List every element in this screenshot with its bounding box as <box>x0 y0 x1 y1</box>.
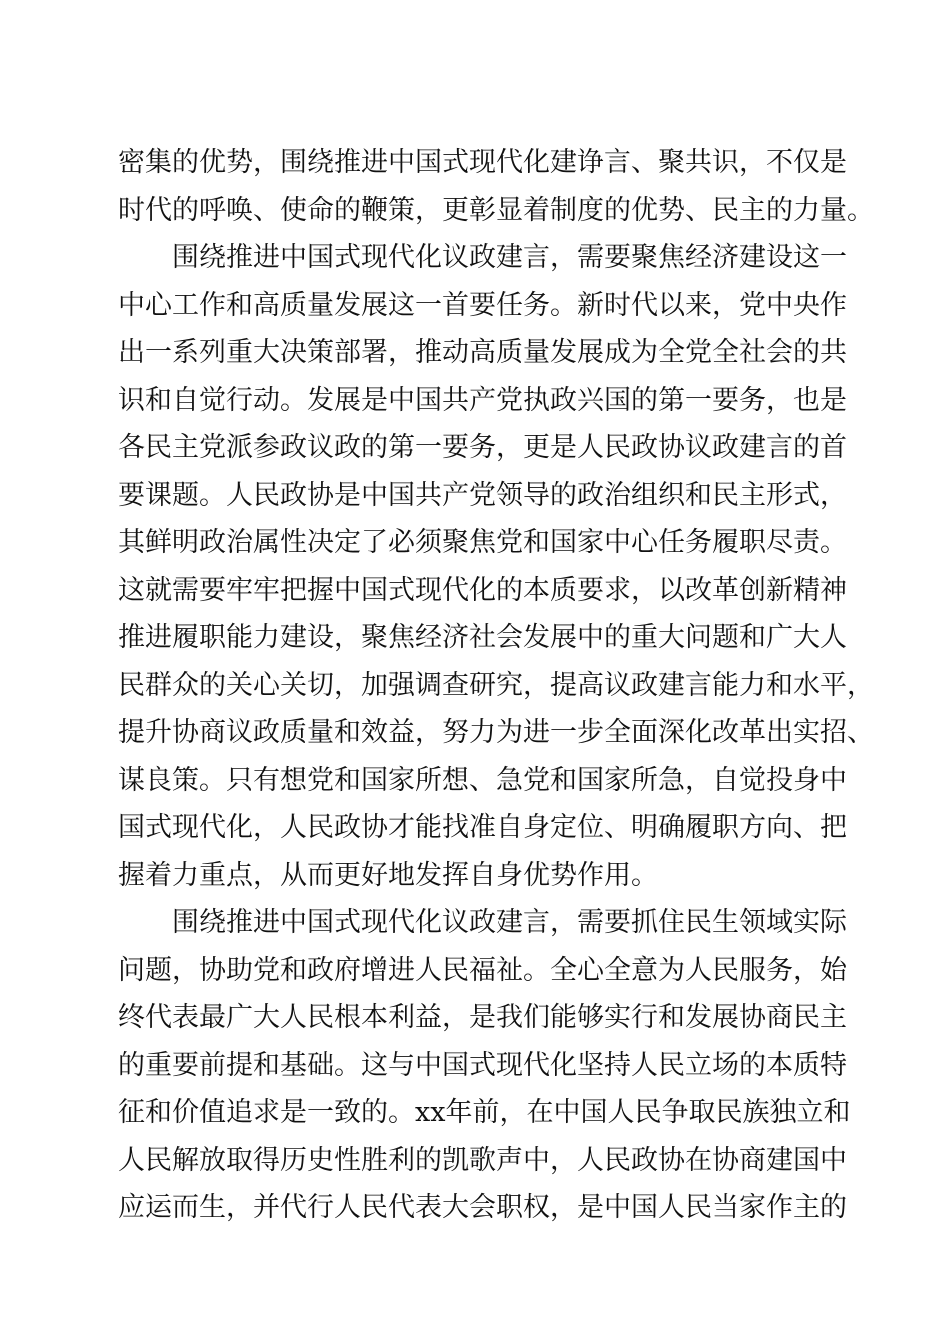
paragraph-1-line-2: 时代的呼唤、使命的鞭策，更彰显着制度的优势、民主的力量。 <box>118 194 874 226</box>
paragraph-2-line-11: 提升协商议政质量和效益，努力为进一步全面深化改革出实招、 <box>118 717 874 748</box>
paragraph-2-line-1: 围绕推进中国式现代化议政建言，需要聚焦经济建设这一 <box>172 242 847 273</box>
paragraph-2-line-7: 其鲜明政治属性决定了必须聚焦党和国家中心任务履职尽责。 <box>118 527 847 558</box>
paragraph-2-line-9: 推进履职能力建设，聚焦经济社会发展中的重大问题和广大人 <box>118 622 847 653</box>
paragraph-3-line-5: 征和价值追求是一致的。xx年前，在中国人民争取民族独立和 <box>118 1097 851 1128</box>
paragraph-3-line-7: 应运而生，并代行人民代表大会职权，是中国人民当家作主的 <box>118 1192 847 1223</box>
paragraph-2-line-6: 要课题。人民政协是中国共产党领导的政治组织和民主形式， <box>118 479 847 511</box>
paragraph-3-line-6: 人民解放取得历史性胜利的凯歌声中，人民政协在协商建国中 <box>118 1144 847 1176</box>
paragraph-3-line-3: 终代表最广大人民根本利益，是我们能够实行和发展协商民主 <box>118 1002 847 1033</box>
paragraph-2-line-12: 谋良策。只有想党和国家所想、急党和国家所急，自觉投身中 <box>118 764 847 796</box>
paragraph-2-line-14: 握着力重点，从而更好地发挥自身优势作用。 <box>118 859 658 891</box>
paragraph-2-line-3: 出一系列重大决策部署，推动高质量发展成为全党全社会的共 <box>118 337 847 368</box>
paragraph-1-line-1: 密集的优势，围绕推进中国式现代化建诤言、聚共识，不仅是 <box>118 147 847 178</box>
paragraph-2-line-2: 中心工作和高质量发展这一首要任务。新时代以来，党中央作 <box>118 289 847 321</box>
paragraph-2-line-13: 国式现代化，人民政协才能找准自身定位、明确履职方向、把 <box>118 812 847 843</box>
paragraph-2-line-10: 民群众的关心关切，加强调查研究，提高议政建言能力和水平， <box>118 669 874 701</box>
paragraph-2-line-8: 这就需要牢牢把握中国式现代化的本质要求，以改革创新精神 <box>118 574 847 606</box>
paragraph-2-line-4: 识和自觉行动。发展是中国共产党执政兴国的第一要务，也是 <box>118 384 847 416</box>
body-text <box>118 139 874 1232</box>
paragraph-3-line-2: 问题，协助党和政府增进人民福祉。全心全意为人民服务，始 <box>118 954 847 986</box>
paragraph-2-line-5: 各民主党派参政议政的第一要务，更是人民政协议政建言的首 <box>118 432 847 463</box>
paragraph-3-line-1: 围绕推进中国式现代化议政建言，需要抓住民生领域实际 <box>172 907 847 938</box>
paragraph-3-line-4: 的重要前提和基础。这与中国式现代化坚持人民立场的本质特 <box>118 1049 847 1081</box>
